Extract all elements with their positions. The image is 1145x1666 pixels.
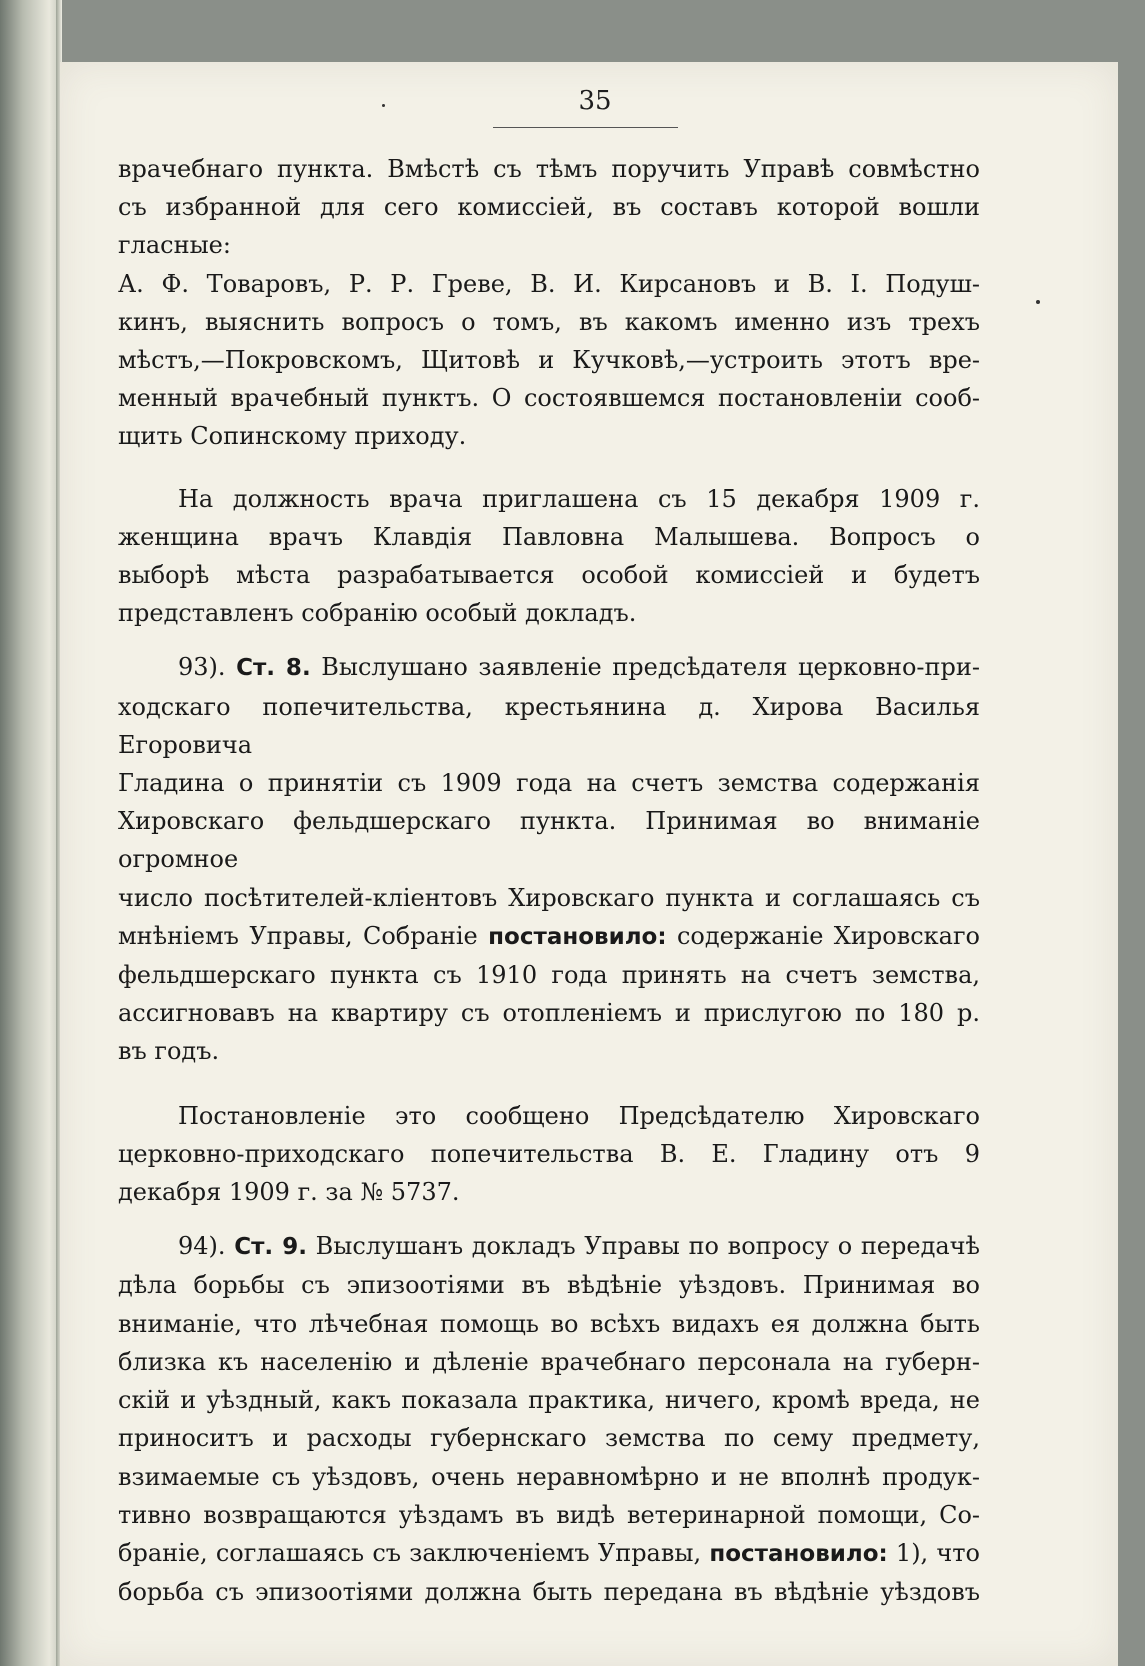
text-line: представленъ собранію особый докладъ. — [118, 599, 637, 628]
text-line: приноситъ и расходы губернскаго земства по сему предмету, — [118, 1424, 980, 1453]
page-body — [118, 150, 980, 1611]
item-number: 93). — [178, 653, 226, 682]
text-line — [118, 917, 980, 956]
text-line: выборѣ мѣста разрабатывается особой комиссіей и будетъ — [118, 561, 980, 590]
text-line: На должность врача приглашена съ 15 декабря 1909 г. — [178, 484, 980, 513]
paragraph-article-8 — [118, 648, 980, 1070]
paragraph-1 — [118, 150, 980, 456]
page-number: 35 — [578, 86, 612, 116]
paragraph-4 — [118, 1097, 980, 1212]
text-line: взимаемые съ уѣздовъ, очень неравномѣрно и не вполнѣ продук- — [118, 1462, 980, 1491]
text-line — [118, 1534, 980, 1573]
text-line: дѣла борьбы съ эпизоотіями въ вѣдѣніе уѣздовъ. Принимая во — [118, 1271, 980, 1300]
text-line: фельдшерскаго пункта съ 1910 года принять на счетъ земства, — [118, 961, 980, 990]
text-line: съ избранной для сего комиссіей, въ составъ которой вошли гласные: — [118, 193, 980, 260]
text-line: Хировскаго фельдшерскаго пункта. Принимая во вниманіе огромное — [118, 807, 980, 874]
text-line: близка къ населенію и дѣленіе врачебнаго персонала на губерн- — [118, 1347, 980, 1376]
text-line: ассигновавъ на квартиру съ отопленіемъ и прислугою по 180 р. — [118, 999, 980, 1028]
text-line: въ годъ. — [118, 1037, 220, 1066]
text-span: мнѣніемъ Управы, Собраніе — [118, 921, 478, 950]
text-line: скій и уѣздный, какъ показала практика, ничего, кромѣ вреда, не — [118, 1386, 980, 1415]
text-line: кинъ, выяснить вопросъ о томъ, въ какомъ именно изъ трехъ — [118, 307, 980, 336]
article-label: Ст. 9. — [234, 1234, 307, 1261]
text-line: церковно-приходскаго попечительства В. Е. Гладину отъ 9 — [118, 1139, 980, 1168]
resolution-keyword: постановило: — [488, 923, 667, 950]
text-line: ходскаго попечительства, крестьянина д. Хирова Василья Егоровича — [118, 692, 980, 759]
text-line: декабря 1909 г. за № 5737. — [118, 1178, 460, 1207]
text-line: А. Ф. Товаровъ, Р. Р. Греве, В. И. Кирсановъ и В. I. Подуш- — [118, 269, 980, 298]
text-line — [118, 648, 980, 687]
text-line: женщина врачъ Клавдія Павловна Малышева. Вопросъ о — [118, 522, 980, 551]
article-label: Ст. 8. — [236, 655, 311, 682]
text-span: браніе, соглашаясь съ заключеніемъ Управы, — [118, 1538, 702, 1567]
paper-speck — [1036, 300, 1040, 304]
text-span: Выслушанъ докладъ Управы по вопросу о передачѣ — [315, 1232, 981, 1261]
text-line: менный врачебный пунктъ. О состоявшемся постановленіи сооб- — [118, 384, 980, 413]
header-rule — [493, 127, 678, 128]
text-line — [118, 1227, 980, 1266]
paragraph-article-9 — [118, 1227, 980, 1611]
book-page — [60, 62, 1118, 1666]
resolution-keyword: постановило: — [709, 1540, 888, 1567]
text-line: борьба съ эпизоотіями должна быть передана въ вѣдѣніе уѣздовъ — [118, 1578, 980, 1607]
text-span: 1), что — [895, 1538, 980, 1567]
item-number: 94). — [178, 1232, 226, 1261]
text-line: тивно возвращаются уѣздамъ въ видѣ ветеринарной помощи, Со- — [118, 1500, 980, 1529]
text-span: Выслушано заявленіе предсѣдателя церковно-при- — [321, 653, 981, 682]
text-line: Постановленіе это сообщено Предсѣдателю Хировскаго — [178, 1101, 980, 1130]
text-line: щить Сопинскому приходу. — [118, 422, 467, 451]
paragraph-2 — [118, 480, 980, 633]
text-span: содержаніе Хировскаго — [676, 921, 980, 950]
text-line: число посѣтителей-кліентовъ Хировскаго пункта и соглашаясь съ — [118, 883, 980, 912]
paper-speck — [382, 104, 385, 107]
text-line: мѣстъ,—Покровскомъ, Щитовѣ и Кучковѣ,—устроить этотъ вре- — [118, 346, 980, 375]
text-line: вниманіе, что лѣчебная помощь во всѣхъ видахъ ея должна быть — [118, 1309, 980, 1338]
text-line: Гладина о принятіи съ 1909 года на счетъ земства содержанія — [118, 769, 980, 798]
text-line: врачебнаго пункта. Вмѣстѣ съ тѣмъ поручить Управѣ совмѣстно — [118, 155, 980, 183]
previous-page-edge — [0, 0, 58, 1666]
